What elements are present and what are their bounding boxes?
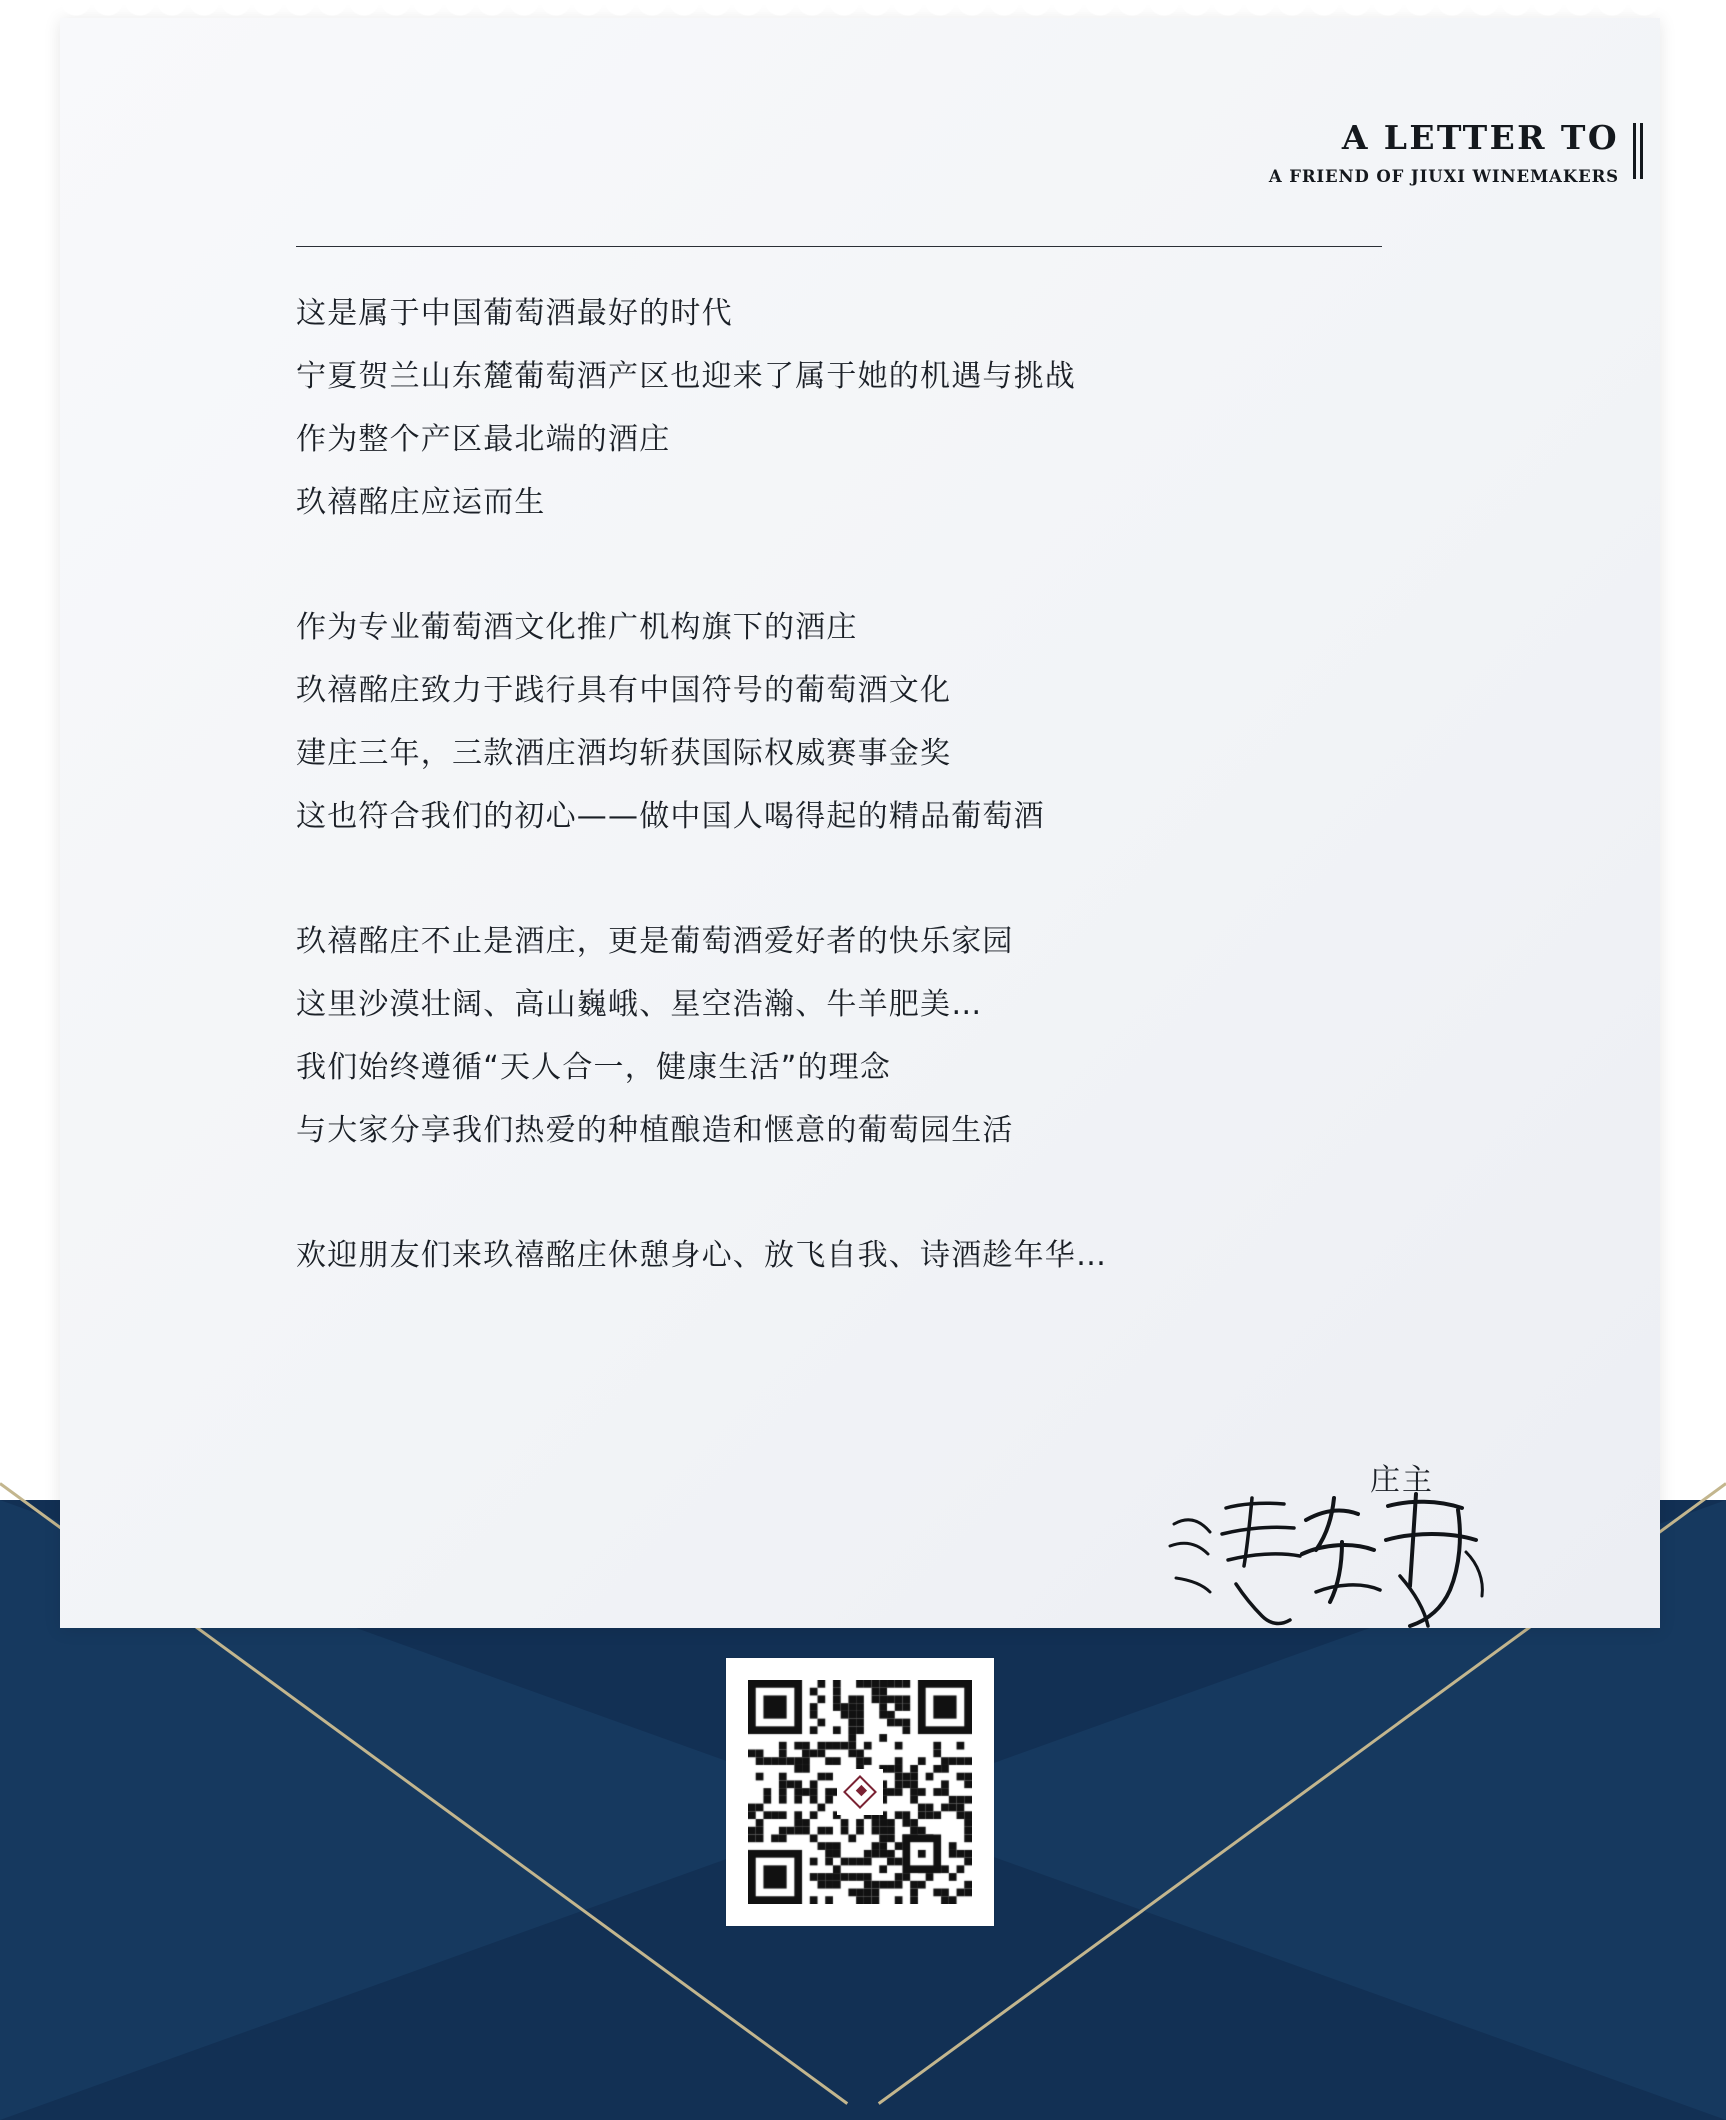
body-line: 作为专业葡萄酒文化推广机构旗下的酒庄 xyxy=(296,610,858,645)
paragraph-3 xyxy=(296,910,1416,1162)
page-subtitle: A FRIEND OF JIUXI WINEMAKERS xyxy=(1268,166,1619,186)
letter-body xyxy=(296,282,1416,1287)
letter-header xyxy=(1269,118,1643,186)
body-line: 作为整个产区最北端的酒庄 xyxy=(296,422,671,457)
body-line: 玖禧酩庄应运而生 xyxy=(296,485,546,520)
body-line: 与大家分享我们热爱的种植酿造和惬意的葡萄园生活 xyxy=(296,1113,1014,1148)
body-line: 玖禧酩庄不止是酒庄，更是葡萄酒爱好者的快乐家园 xyxy=(296,924,1014,959)
header-divider xyxy=(296,246,1382,247)
body-line: 宁夏贺兰山东麓葡萄酒产区也迎来了属于她的机遇与挑战 xyxy=(296,359,1076,394)
qr-code[interactable] xyxy=(726,1658,994,1926)
title-bars-decoration xyxy=(1633,122,1643,182)
body-line: 玖禧酩庄致力于践行具有中国符号的葡萄酒文化 xyxy=(296,673,952,708)
page-title: A LETTER TO xyxy=(1341,118,1619,157)
body-line: 这也符合我们的初心——做中国人喝得起的精品葡萄酒 xyxy=(296,799,1045,834)
paragraph-4 xyxy=(296,1224,1416,1287)
body-line: 这里沙漠壮阔、高山巍峨、星空浩瀚、牛羊肥美… xyxy=(296,987,983,1022)
signature-label: 庄主 xyxy=(1370,1463,1434,1498)
diamond-logo-icon xyxy=(837,1769,883,1815)
signature-handwriting xyxy=(1166,1480,1496,1640)
body-line: 这是属于中国葡萄酒最好的时代 xyxy=(296,296,733,331)
paragraph-2 xyxy=(296,596,1416,848)
body-line: 我们始终遵循“天人合一，健康生活”的理念 xyxy=(296,1050,892,1085)
letter-scalloped-edge xyxy=(60,0,1660,26)
body-line: 欢迎朋友们来玖禧酩庄休憩身心、放飞自我、诗酒趁年华… xyxy=(296,1238,1108,1273)
body-line: 建庄三年，三款酒庄酒均斩获国际权威赛事金奖 xyxy=(296,736,952,771)
paragraph-1 xyxy=(296,282,1416,534)
